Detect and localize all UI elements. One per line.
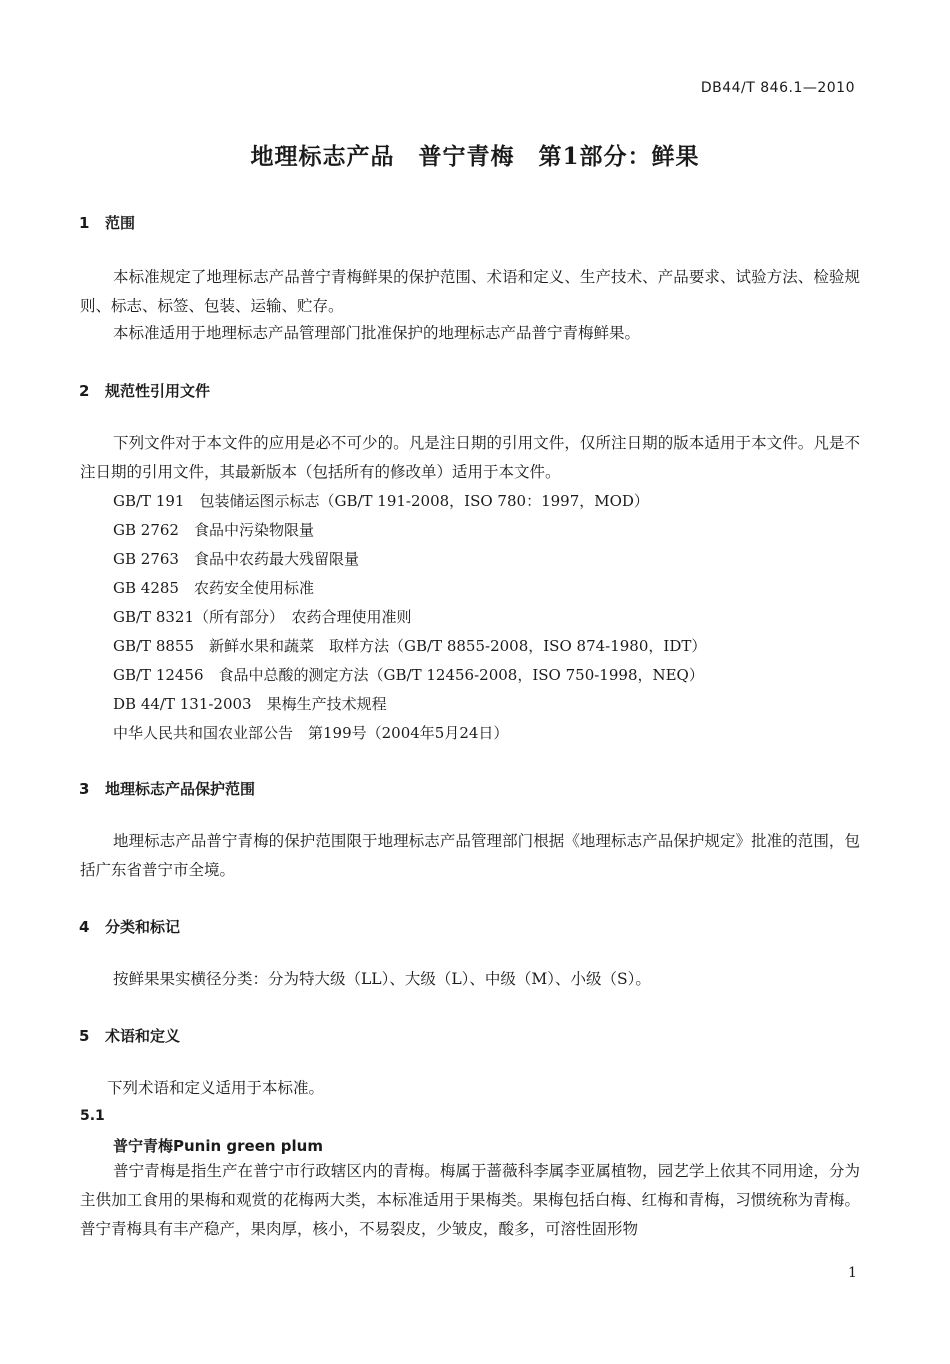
section-number: 3 bbox=[79, 780, 90, 798]
reference-item: GB/T 191 包装储运图示标志（GB/T 191-2008，ISO 780：1997，MOD） bbox=[113, 492, 649, 510]
reference-item: GB 4285 农药安全使用标准 bbox=[113, 579, 314, 597]
reference-item: DB 44/T 131-2003 果梅生产技术规程 bbox=[113, 695, 387, 713]
term-definition: 普宁青梅是指生产在普宁市行政辖区内的青梅。梅属于蔷薇科李属李亚属植物，园艺学上依其不同用途，分为主供加工食用的果梅和观赏的花梅两大类，本标准适用于果梅类。果梅包括白梅、红梅和青梅，习惯统称为青梅。普宁青梅具有丰产稳产，果肉厚，核小，不易裂皮，少皱皮，酸多，可溶性固形物 bbox=[80, 1162, 860, 1238]
section-title: 范围 bbox=[105, 214, 136, 232]
paragraph: 地理标志产品普宁青梅的保护范围限于地理标志产品管理部门根据《地理标志产品保护规定》批准的范围，包括广东省普宁市全境。 bbox=[80, 832, 860, 879]
reference-item: GB/T 12456 食品中总酸的测定方法（GB/T 12456-2008，ISO 750-1998，NEQ） bbox=[113, 666, 704, 684]
page-title: 地理标志产品 普宁青梅 第1部分：鲜果 bbox=[250, 143, 700, 170]
paragraph: 下列文件对于本文件的应用是必不可少的。凡是注日期的引用文件，仅所注日期的版本适用于本文件。凡是不注日期的引用文件，其最新版本（包括所有的修改单）适用于本文件。 bbox=[80, 434, 860, 481]
paragraph: 本标准适用于地理标志产品管理部门批准保护的地理标志产品普宁青梅鲜果。 bbox=[113, 324, 641, 342]
section-heading-normative-references bbox=[79, 380, 210, 401]
section-title: 分类和标记 bbox=[105, 918, 181, 936]
document-code: DB44/T 846.1—2010 bbox=[700, 80, 855, 96]
section-heading-protection-scope bbox=[79, 778, 255, 799]
term-number: 5.1 bbox=[80, 1108, 105, 1124]
section-heading-classification bbox=[79, 916, 180, 937]
reference-item: GB 2762 食品中污染物限量 bbox=[113, 521, 314, 539]
section-title: 规范性引用文件 bbox=[105, 382, 211, 400]
section-title: 地理标志产品保护范围 bbox=[105, 780, 256, 798]
reference-item: 中华人民共和国农业部公告 第199号（2004年5月24日） bbox=[113, 724, 509, 742]
section-number: 1 bbox=[79, 214, 90, 232]
reference-item: GB 2763 食品中农药最大残留限量 bbox=[113, 550, 359, 568]
section-number: 4 bbox=[79, 918, 90, 936]
page-number: 1 bbox=[848, 1265, 857, 1281]
section-number: 2 bbox=[79, 382, 90, 400]
paragraph: 本标准规定了地理标志产品普宁青梅鲜果的保护范围、术语和定义、生产技术、产品要求、试验方法、检验规则、标志、标签、包装、运输、贮存。 bbox=[80, 268, 860, 315]
term-name: 普宁青梅Punin green plum bbox=[113, 1137, 323, 1155]
section-number: 5 bbox=[79, 1027, 90, 1045]
paragraph: 按鲜果果实横径分类：分为特大级（LL）、大级（L）、中级（M）、小级（S）。 bbox=[113, 970, 651, 988]
section-title: 术语和定义 bbox=[105, 1027, 181, 1045]
section-heading-terms bbox=[79, 1025, 180, 1046]
section-heading-scope bbox=[79, 212, 135, 233]
paragraph: 下列术语和定义适用于本标准。 bbox=[107, 1079, 325, 1097]
reference-item: GB/T 8321（所有部分） 农药合理使用准则 bbox=[113, 608, 412, 626]
reference-item: GB/T 8855 新鲜水果和蔬菜 取样方法（GB/T 8855-2008，ISO 874-1980，IDT） bbox=[113, 637, 707, 655]
